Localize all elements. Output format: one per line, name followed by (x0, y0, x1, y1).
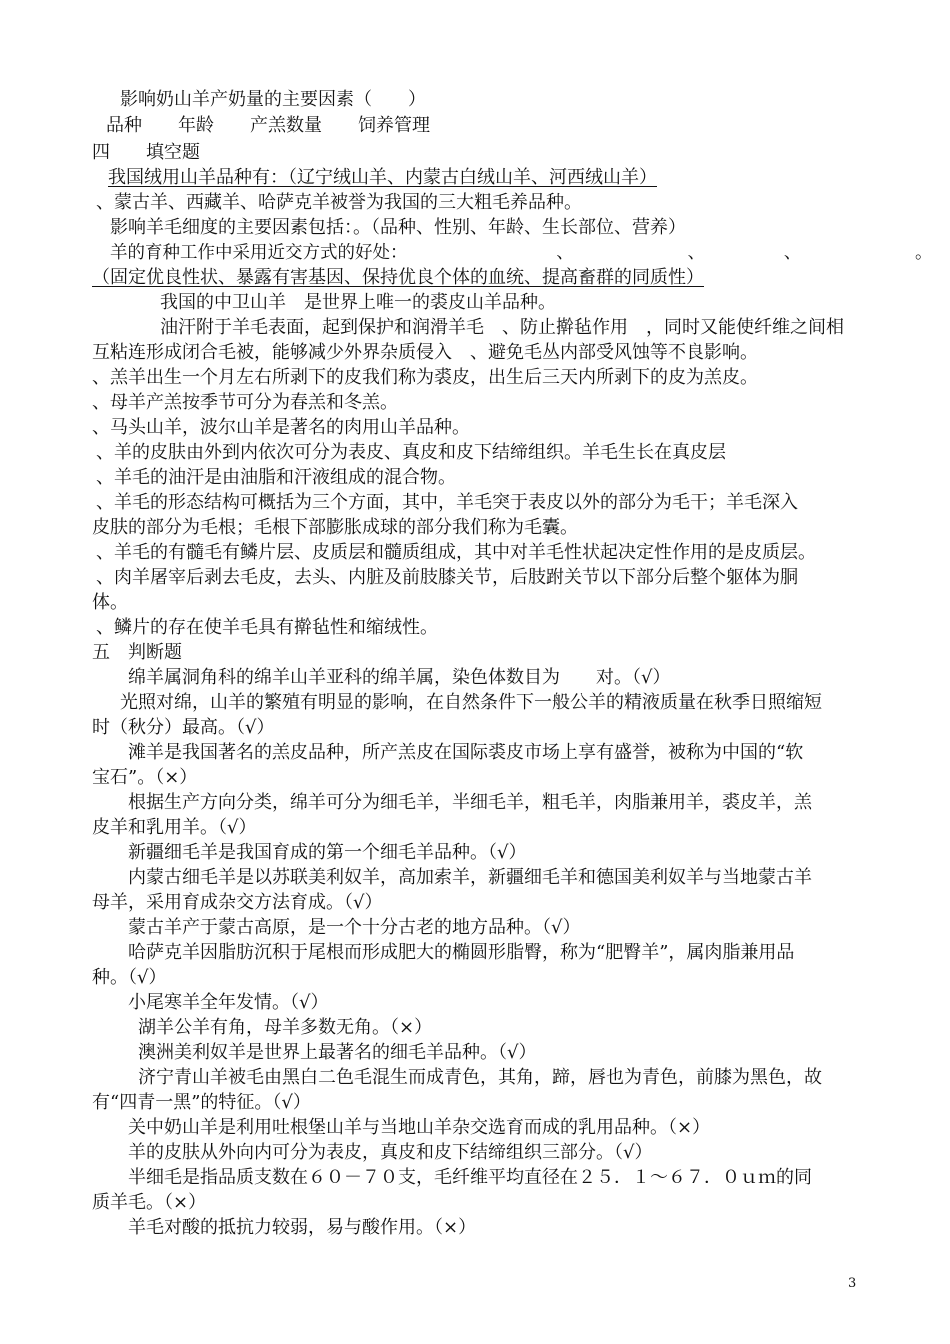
text-line: 新疆细毛羊是我国育成的第一个细毛羊品种。（√） (128, 842, 527, 863)
text-line: 、羊毛的有髓毛有鳞片层、皮质层和髓质组成，其中对羊毛性状起决定性作用的是皮质层。 (96, 542, 816, 563)
section-heading: 四 填空题 (92, 142, 200, 163)
page-number: 3 (848, 1276, 857, 1291)
text-line: 羊毛对酸的抵抗力较弱，易与酸作用。（×） (128, 1217, 477, 1238)
text-line: 宝石”。（×） (92, 767, 198, 788)
text-line: 有“四青一黑”的特征。（√） (92, 1092, 311, 1113)
text-line: 、肉羊屠宰后剥去毛皮，去头、内脏及前肢膝关节，后肢跗关节以下部分后整个躯体为胴 (96, 567, 798, 588)
text-line: 互粘连形成闭合毛被，能够减少外界杂质侵入 、避免毛丛内部受风蚀等不良影响。 (92, 342, 758, 363)
text-line: （固定优良性状、暴露有害基因、保持优良个体的血统、提高畜群的同质性） (92, 267, 704, 288)
text-line: 、鳞片的存在使羊毛具有擀毡性和缩绒性。 (96, 617, 438, 638)
text-line: 、蒙古羊、西藏羊、哈萨克羊被誉为我国的三大粗毛养品种。 (96, 192, 582, 213)
text-line: 半细毛是指品质支数在６０－７０支，毛纤维平均直径在２５．１～６７．０ｕｍ的同 (128, 1167, 812, 1188)
text-line: 时（秋分）最高。（√） (92, 717, 275, 738)
text-line: 羊的皮肤从外向内可分为表皮，真皮和皮下结缔组织三部分。（√） (128, 1142, 653, 1163)
text-line: 皮羊和乳用羊。（√） (92, 817, 257, 838)
text-line: 关中奶山羊是利用吐根堡山羊与当地山羊杂交选育而成的乳用品种。（×） (128, 1117, 711, 1138)
text-line: 油汗附于羊毛表面，起到保护和润滑羊毛 、防止擀毡作用 ，同时又能使纤维之间相 (160, 317, 844, 338)
text-line: 我国绒用山羊品种有：（辽宁绒山羊、内蒙古白绒山羊、河西绒山羊） (108, 167, 657, 188)
text-line: 品种 年龄 产羔数量 饲养管理 (106, 115, 430, 136)
text-line: 皮肤的部分为毛根；毛根下部膨胀成球的部分我们称为毛囊。 (92, 517, 578, 538)
text-line: 体。 (92, 592, 128, 613)
text-line: 澳洲美利奴羊是世界上最著名的细毛羊品种。（√） (138, 1042, 537, 1063)
text-line: 绵羊属洞角科的绵羊山羊亚科的绵羊属，染色体数目为 对。（√） (128, 667, 671, 688)
section-heading: 五 判断题 (92, 642, 182, 663)
text-line: 根据生产方向分类，绵羊可分为细毛羊，半细毛羊，粗毛羊，肉脂兼用羊，裘皮羊，羔 (128, 792, 812, 813)
text-line: 羊的育种工作中采用近交方式的好处： 、 、 、 。 (110, 243, 933, 263)
text-line: 影响奶山羊产奶量的主要因素（ ） (120, 89, 426, 110)
text-line: 滩羊是我国著名的羔皮品种，所产羔皮在国际裘皮市场上享有盛誉，被称为中国的“软 (128, 742, 804, 763)
text-line: 影响羊毛细度的主要因素包括：。（品种、性别、年龄、生长部位、营养） (110, 217, 686, 238)
text-line: 、羊毛的油汗是由油脂和汗液组成的混合物。 (96, 467, 456, 488)
text-line: 、羔羊出生一个月左右所剥下的皮我们称为裘皮，出生后三天内所剥下的皮为羔皮。 (92, 367, 758, 388)
text-line: 、母羊产羔按季节可分为春羔和冬羔。 (92, 392, 398, 413)
text-line: 湖羊公羊有角，母羊多数无角。（×） (138, 1017, 433, 1038)
text-line: 质羊毛。（×） (92, 1192, 207, 1213)
text-line: 母羊，采用育成杂交方法育成。（√） (92, 892, 383, 913)
text-line: 、马头山羊，波尔山羊是著名的肉用山羊品种。 (92, 417, 470, 438)
text-line: 内蒙古细毛羊是以苏联美利奴羊，高加索羊，新疆细毛羊和德国美利奴羊与当地蒙古羊 (128, 867, 812, 888)
text-line: 蒙古羊产于蒙古高原，是一个十分古老的地方品种。（√） (128, 917, 581, 938)
text-line: 小尾寒羊全年发情。（√） (128, 992, 329, 1013)
text-line: 哈萨克羊因脂肪沉积于尾根而形成肥大的椭圆形脂臀，称为“肥臀羊”，属肉脂兼用品 (128, 942, 795, 963)
text-line: 济宁青山羊被毛由黑白二色毛混生而成青色，其角，蹄，唇也为青色，前膝为黑色，故 (138, 1067, 822, 1088)
text-line: 、羊的皮肤由外到内依次可分为表皮、真皮和皮下结缔组织。羊毛生长在真皮层 (96, 442, 744, 463)
text-line: 种。（√） (92, 967, 167, 988)
text-line: 、羊毛的形态结构可概括为三个方面，其中，羊毛突于表皮以外的部分为毛干；羊毛深入 (96, 492, 798, 513)
text-line: 光照对绵，山羊的繁殖有明显的影响，在自然条件下一般公羊的精液质量在秋季日照缩短 (120, 692, 822, 713)
text-line: 我国的中卫山羊 是世界上唯一的裘皮山羊品种。 (160, 292, 556, 313)
